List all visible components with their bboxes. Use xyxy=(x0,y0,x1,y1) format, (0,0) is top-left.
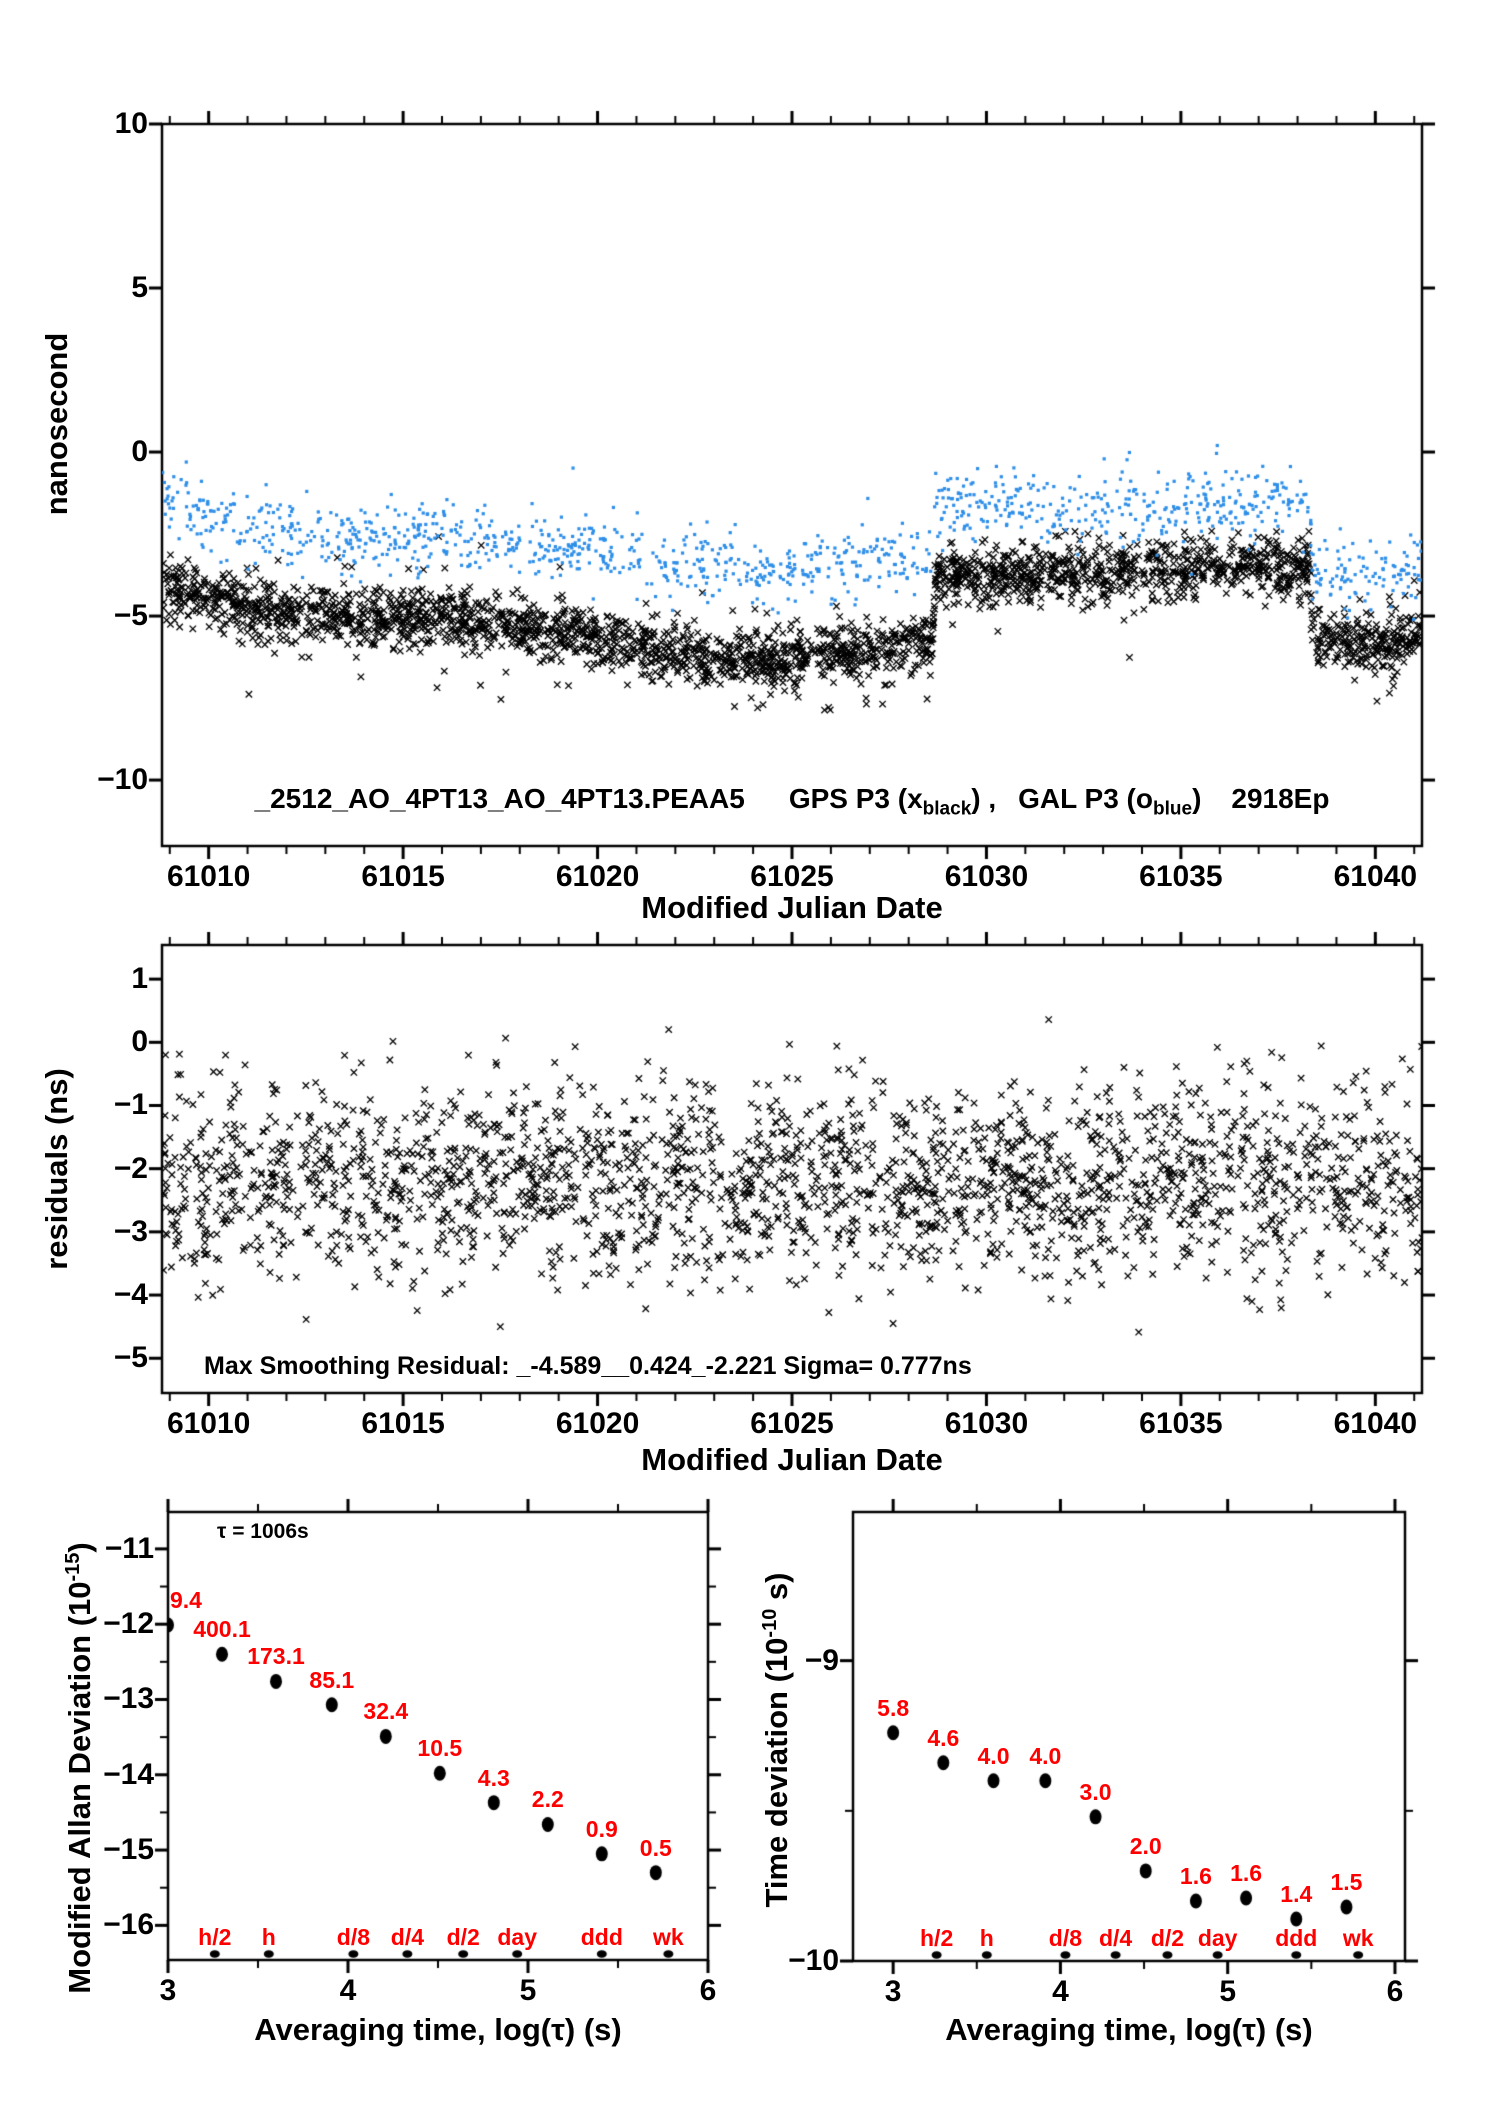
x-tick-label: 61020 xyxy=(555,1407,640,1440)
point-value-label: 9.4 xyxy=(170,1586,202,1613)
y-tick-label: −13 xyxy=(103,1682,154,1716)
y-tick-label: −11 xyxy=(104,1531,154,1565)
x-tick-label: 61035 xyxy=(1139,1407,1223,1440)
y-tick-label: −3 xyxy=(113,1214,148,1248)
x-tick-label: 61040 xyxy=(1333,1407,1418,1440)
y-tick-label: −9 xyxy=(804,1643,839,1677)
x-tick-label: 3 xyxy=(884,1975,902,2008)
point-value-label: 0.5 xyxy=(639,1834,672,1861)
x-tick-label: 61030 xyxy=(944,860,1029,893)
point-value-label: 10.5 xyxy=(417,1735,463,1762)
tdev-title-text: Time deviation (10 xyxy=(759,1637,795,1908)
y-tick-label: −15 xyxy=(103,1833,154,1867)
x-tick-label: 61010 xyxy=(166,1407,251,1440)
y-tick-label: 0 xyxy=(131,435,148,469)
y-axis-title-residuals: residuals (ns) xyxy=(39,1068,74,1270)
point-value-label: 400.1 xyxy=(193,1616,251,1643)
y-tick-label: 10 xyxy=(114,107,148,140)
x-tick-label: 61015 xyxy=(361,1407,445,1440)
x-tick-label: 6 xyxy=(1386,1975,1404,2008)
x-tick-label: 6 xyxy=(699,1974,717,2007)
point-value-label: 5.8 xyxy=(877,1694,910,1721)
title-gps-close: ) , xyxy=(971,783,997,814)
point-value-label: 1.4 xyxy=(1280,1880,1313,1907)
x-tick-label: 61035 xyxy=(1139,860,1223,893)
x-tick-label: 61030 xyxy=(944,1407,1029,1440)
x-tick-label: 4 xyxy=(339,1974,357,2007)
y-tick-label: 1 xyxy=(131,962,148,996)
x-axis-title-mjd-mid: Modified Julian Date xyxy=(641,1442,943,1477)
x-tick-label: 61025 xyxy=(750,860,834,893)
x-tick-label: 4 xyxy=(1052,1975,1069,2008)
point-value-label: 2.0 xyxy=(1129,1832,1162,1859)
y-tick-label: 5 xyxy=(131,271,148,305)
title-gal-subscript: blue xyxy=(1153,798,1193,820)
point-value-label: 0.9 xyxy=(585,1815,618,1842)
y-tick-label: −10 xyxy=(97,763,148,797)
time-marker-label: h/2 xyxy=(920,1925,954,1951)
tau-annotation: τ = 1006s xyxy=(217,1520,309,1543)
title-filename: _2512_AO_4PT13_AO_4PT13.PEAA5 xyxy=(254,783,745,814)
x-tick-label: 61040 xyxy=(1333,860,1418,893)
time-marker-label: d/8 xyxy=(1048,1925,1083,1951)
y-tick-label: −4 xyxy=(113,1278,148,1312)
point-value-label: 85.1 xyxy=(309,1666,355,1693)
time-marker-label: h xyxy=(979,1925,994,1951)
y-tick-label: −10 xyxy=(788,1944,839,1977)
point-value-label: 3.0 xyxy=(1079,1778,1112,1805)
title-epochs: 2918Ep xyxy=(1231,783,1330,814)
point-value-label: 173.1 xyxy=(247,1643,305,1670)
time-marker-label: ddd xyxy=(1275,1925,1318,1951)
point-value-label: 32.4 xyxy=(363,1698,409,1725)
time-marker-label: wk xyxy=(653,1924,684,1950)
tdev-title-exponent: -10 xyxy=(758,1608,781,1638)
x-tick-label: 5 xyxy=(519,1974,537,2007)
y-tick-label: −14 xyxy=(103,1757,154,1791)
x-tick-label: 61015 xyxy=(361,860,445,893)
y-tick-label: 0 xyxy=(131,1025,148,1059)
x-tick-label: 3 xyxy=(159,1974,177,2007)
time-marker-label: day xyxy=(497,1924,538,1950)
x-axis-title-avgtime-left: Averaging time, log(τ) (s) xyxy=(254,2012,622,2047)
y-tick-label: −2 xyxy=(113,1151,148,1185)
point-value-label: 1.6 xyxy=(1230,1859,1263,1886)
time-marker-label: d/4 xyxy=(390,1924,425,1950)
title-gps-subscript: black xyxy=(922,798,972,820)
mdev-title-text: Modified Allan Deviation (10 xyxy=(62,1581,98,1994)
y-axis-title-tdev xyxy=(759,1573,795,1908)
x-tick-label: 61020 xyxy=(555,860,640,893)
tdev-title-close: s) xyxy=(759,1572,795,1609)
mdev-title-exponent: -15 xyxy=(61,1552,84,1582)
x-axis-title-mjd-top: Modified Julian Date xyxy=(641,890,943,925)
point-value-label: 2.2 xyxy=(531,1786,564,1813)
time-marker-label: d/4 xyxy=(1098,1925,1133,1951)
mdev-title-close: ) xyxy=(62,1542,98,1553)
time-marker-label: day xyxy=(1197,1925,1238,1951)
time-marker-label: d/2 xyxy=(1150,1925,1185,1951)
time-marker-label: d/8 xyxy=(336,1924,371,1950)
y-axis-title-nanosecond: nanosecond xyxy=(39,332,74,516)
y-tick-label: −5 xyxy=(113,1341,148,1375)
time-marker-label: h xyxy=(261,1924,276,1950)
y-tick-label: −12 xyxy=(103,1607,154,1641)
point-value-label: 4.0 xyxy=(1029,1742,1062,1769)
point-value-label: 4.6 xyxy=(927,1724,960,1751)
x-tick-label: 61010 xyxy=(166,860,251,893)
time-marker-label: wk xyxy=(1342,1925,1374,1951)
point-value-label: 4.3 xyxy=(477,1764,510,1791)
time-marker-label: ddd xyxy=(580,1924,623,1950)
max-smoothing-residual-text: Max Smoothing Residual: _-4.589__0.424_-2.221 Sigma= 0.777ns xyxy=(204,1352,972,1380)
title-gps-label: GPS P3 (x xyxy=(788,783,923,814)
x-tick-label: 61025 xyxy=(750,1407,834,1440)
time-marker-label: h/2 xyxy=(198,1924,232,1950)
x-axis-title-avgtime-right: Averaging time, log(τ) (s) xyxy=(945,2012,1313,2047)
top-panel-title xyxy=(255,783,1330,821)
title-gal-label: GAL P3 (o xyxy=(1018,783,1153,814)
title-gal-close: ) xyxy=(1192,783,1202,814)
y-tick-label: −5 xyxy=(113,599,148,633)
point-value-label: 1.6 xyxy=(1179,1862,1212,1889)
point-value-label: 4.0 xyxy=(977,1742,1010,1769)
y-tick-label: −16 xyxy=(103,1908,154,1942)
time-marker-label: d/2 xyxy=(446,1924,480,1950)
y-tick-label: −1 xyxy=(113,1088,148,1122)
x-tick-label: 5 xyxy=(1219,1975,1237,2008)
point-value-label: 1.5 xyxy=(1330,1868,1363,1895)
